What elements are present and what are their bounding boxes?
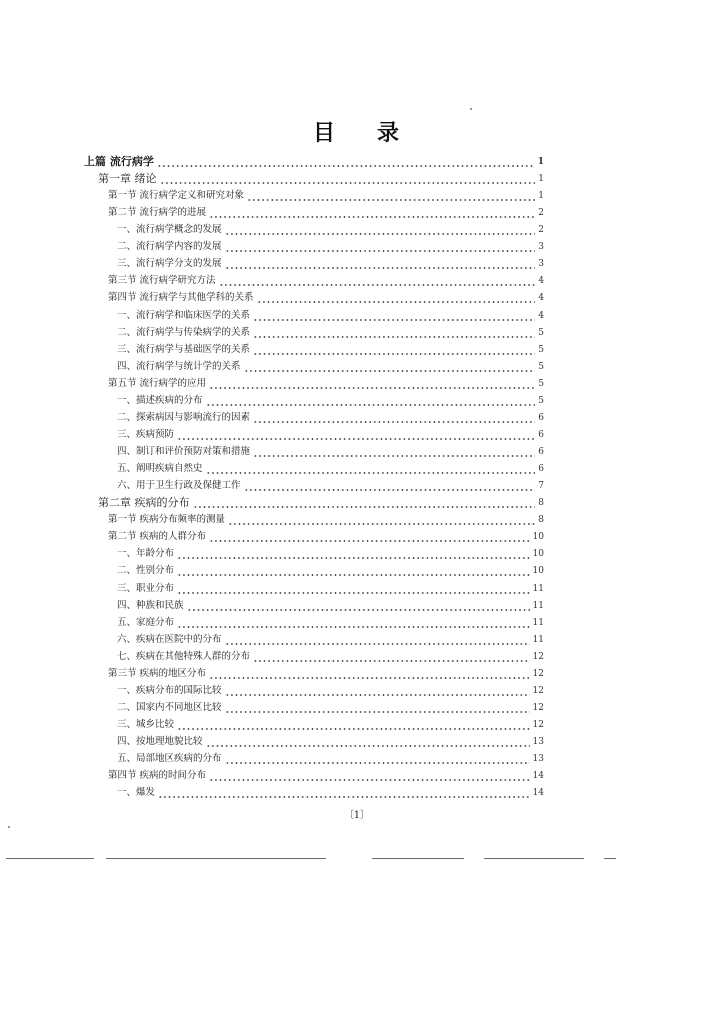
toc-entry-label: 六、疾病在医院中的分布 [117,633,222,645]
toc-leader-dots [225,638,530,646]
toc-leader-dots [253,331,535,339]
toc-entry-page: 12 [532,685,544,696]
toc-leader-dots [253,450,535,458]
toc-entry [108,526,544,543]
toc-leader-dots [225,228,536,236]
toc-entry-label: 四、制订和评价预防对策和措施 [117,446,251,458]
toc-leader-dots [225,757,530,765]
toc-entry-label: 第一节 流行病学定义和研究对象 [108,190,245,202]
toc-leader-dots [225,706,530,714]
toc-entry-label: 二、性别分布 [117,565,175,577]
scan-speck [8,826,10,828]
toc-entry [117,390,544,407]
toc-leader-dots [253,655,530,663]
toc-entry-label: 第二章 疾病的分布 [98,496,190,510]
toc-leader-dots [209,382,535,390]
toc-entry-page: 11 [532,634,544,645]
toc-entry-page: 3 [538,242,544,253]
toc-entry-label: 上篇 流行病学 [84,155,154,168]
toc-entry [117,697,544,714]
toc-leader-dots [244,484,536,492]
toc-leader-dots [177,552,530,560]
toc-leader-dots [158,791,530,799]
toc-entry-label: 四、种族和民族 [117,599,184,611]
toc-entry [117,322,544,339]
toc-entry-page: 3 [538,259,544,270]
toc-entry-page: 14 [532,771,544,782]
toc-leader-dots [225,245,536,253]
toc-entry-label: 一、年龄分布 [117,548,175,560]
page-number-footer: 〔1〕 [343,810,371,821]
toc-entry [117,646,544,663]
toc-entry [108,509,544,526]
toc-entry [117,731,544,748]
toc-entry-page: 2 [538,208,544,219]
toc-entry-page: 10 [532,532,544,543]
toc-entry-page: 7 [538,481,544,492]
toc-entry-page: 5 [538,344,544,355]
toc-entry [98,168,544,185]
toc-leader-dots [253,314,535,322]
toc-leader-dots [193,501,536,509]
toc-entry-page: 12 [532,651,544,662]
toc-entry [117,253,544,270]
toc-entry-page: 8 [538,515,544,526]
toc-entry-label: 三、城乡比较 [117,718,175,730]
toc-entry-label: 一、描述疾病的分布 [117,394,203,406]
scan-edge-line [484,858,584,859]
toc-entry-label: 二、流行病学内容的发展 [117,241,222,253]
toc-leader-dots [244,365,536,373]
toc-entry [117,543,544,560]
toc-entry [117,219,544,236]
scan-speck [470,108,472,110]
scan-edge-line [106,858,326,859]
toc-leader-dots [228,518,535,526]
toc-entry-label: 四、流行病学与统计学的关系 [117,360,241,372]
toc-leader-dots [160,177,536,185]
toc-entry [98,492,544,509]
toc-entry [117,236,544,253]
toc-leader-dots [157,160,535,168]
toc-entry-label: 第四节 疾病的时间分布 [108,770,207,782]
toc-entry-label: 第一章 绪论 [98,172,157,186]
toc-leader-dots [177,723,530,731]
toc-entry-page: 6 [538,447,544,458]
toc-entry-label: 一、流行病学和临床医学的关系 [117,309,251,321]
toc-leader-dots [187,604,530,612]
toc-entry-page: 5 [538,395,544,406]
toc-entry [117,407,544,424]
toc-entry-page: 11 [532,617,544,628]
toc-entry-page: 5 [538,361,544,372]
scan-edge-line [372,858,464,859]
toc-entry-label: 三、职业分布 [117,582,175,594]
toc-entry-label: 第二节 疾病的人群分布 [108,531,207,543]
toc-entry-label: 五、局部地区疾病的分布 [117,753,222,765]
toc-entry-page: 1 [538,191,544,202]
page-title [0,116,714,147]
toc-entry [117,441,544,458]
toc-entry-page: 4 [538,276,544,287]
toc-leader-dots [209,774,530,782]
toc-entry [117,424,544,441]
toc-entry-label: 三、流行病学分支的发展 [117,258,222,270]
toc-entry-page: 6 [538,429,544,440]
toc-entry-page: 2 [538,225,544,236]
toc-entry-label: 第二节 流行病学的进展 [108,207,207,219]
toc-entry-page: 6 [538,464,544,475]
toc-entry [108,663,544,680]
toc-entry [108,287,544,304]
toc-entry-label: 三、疾病预防 [117,428,175,440]
toc-entry-page: 10 [532,549,544,560]
toc-leader-dots [177,569,530,577]
toc-entry-page: 4 [538,293,544,304]
toc-leader-dots [177,621,530,629]
toc-entry-label: 第三节 流行病学研究方法 [108,275,216,287]
toc-entry-page: 14 [532,788,544,799]
toc-entry-label: 第三节 疾病的地区分布 [108,667,207,679]
toc-entry-label: 二、流行病学与传染病学的关系 [117,326,251,338]
toc-entry-label: 六、用于卫生行政及保健工作 [117,480,241,492]
toc-entry-page: 1 [538,174,544,185]
toc-entry-page: 5 [538,327,544,338]
toc-entry [117,714,544,731]
toc-entry [117,578,544,595]
toc-entry-label: 四、按地理地貌比较 [117,736,203,748]
toc-entry-page: 1 [537,157,544,167]
title-char-1: 目 [312,121,337,146]
toc-entry-page: 4 [538,310,544,321]
toc-leader-dots [209,211,535,219]
toc-entry-label: 第一节 疾病分布频率的测量 [108,514,226,526]
toc-entry [108,185,544,202]
toc-entry-label: 五、阐明疾病自然史 [117,463,203,475]
toc-leader-dots [209,535,530,543]
toc-entry [117,560,544,577]
toc-entry [108,765,544,782]
toc-entry-page: 12 [532,702,544,713]
toc-entry-page: 5 [538,378,544,389]
toc-entry-page: 12 [532,719,544,730]
toc-entry-label: 五、家庭分布 [117,616,175,628]
toc-leader-dots [253,348,535,356]
toc-entry [117,748,544,765]
toc-entry [117,595,544,612]
scan-edge-line [604,858,616,859]
toc-entry [117,680,544,697]
toc-entry-page: 8 [538,498,544,509]
toc-entry-label: 一、流行病学概念的发展 [117,224,222,236]
toc-leader-dots [206,467,536,475]
toc-entry-page: 13 [532,754,544,765]
toc-entry-page: 12 [532,668,544,679]
toc-entry-label: 第四节 流行病学与其他学科的关系 [108,292,254,304]
toc-entry [84,151,544,168]
toc-entry-label: 七、疾病在其他特殊人群的分布 [117,650,251,662]
toc-entry [108,270,544,287]
toc-leader-dots [219,279,536,287]
toc-leader-dots [225,689,530,697]
toc-entry [117,305,544,322]
toc-entry-page: 10 [532,566,544,577]
toc-entry-page: 11 [532,600,544,611]
toc-leader-dots [209,672,530,680]
toc-leader-dots [206,740,530,748]
toc-leader-dots [225,262,536,270]
toc-entry-label: 一、疾病分布的国际比较 [117,684,222,696]
scan-edge-line [6,858,94,859]
toc-leader-dots [257,296,536,304]
toc-leader-dots [247,194,535,202]
toc-entry-page: 6 [538,412,544,423]
toc-entry-label: 第五节 流行病学的应用 [108,377,207,389]
toc-entry [117,475,544,492]
toc-leader-dots [253,416,535,424]
toc-entry-label: 三、流行病学与基础医学的关系 [117,343,251,355]
toc-entry-label: 二、国家内不同地区比较 [117,701,222,713]
toc-entry [117,612,544,629]
toc-entry [117,782,544,799]
toc-leader-dots [177,587,530,595]
toc-leader-dots [177,433,535,441]
toc-entry [117,339,544,356]
title-char-2: 录 [377,121,402,146]
toc-entry-page: 11 [532,583,544,594]
toc-entry [108,373,544,390]
toc-entry-label: 二、探索病因与影响流行的因素 [117,411,251,423]
toc-leader-dots [206,399,536,407]
toc-entry-page: 13 [532,737,544,748]
toc-entry [117,629,544,646]
toc-entry [108,202,544,219]
toc-entry [117,458,544,475]
toc-entry [117,356,544,373]
toc-entry-label: 一、爆发 [117,787,156,799]
